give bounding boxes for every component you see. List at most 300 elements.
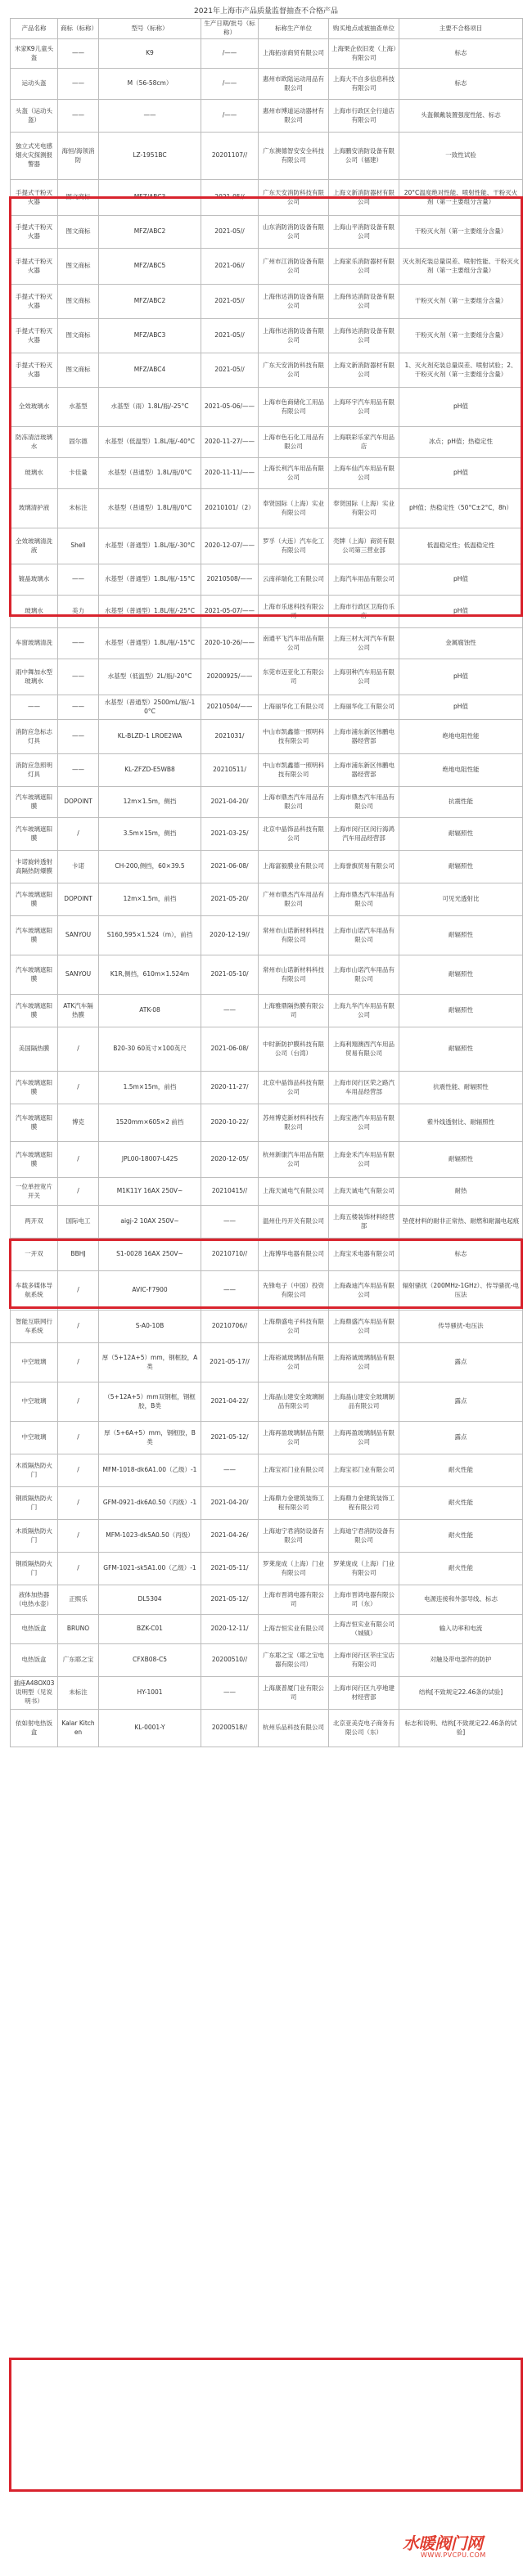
table-cell: 车窗玻璃清洗: [11, 628, 58, 659]
table-cell: SANYOU: [58, 916, 99, 955]
table-cell: /: [58, 1382, 99, 1422]
table-cell: M（56-58cm）: [99, 69, 201, 100]
table-cell: 运动头盔: [11, 69, 58, 100]
table-cell: DOPOINT: [58, 787, 99, 818]
table-cell: ——: [58, 564, 99, 596]
table-cell: 上海鼎力金建筑装饰工程有限公司: [329, 1487, 399, 1520]
table-cell: MFM-1018-dk6A1.00（乙级）-1: [99, 1454, 201, 1487]
table-cell: 依如射电热饭盒: [11, 1710, 58, 1747]
table-cell: 水基型（低温型）1.8L/瓶/-40°C: [99, 427, 201, 458]
table-cell: 上海金禾汽车用品有限公司: [329, 1142, 399, 1178]
table-row: [11, 319, 523, 353]
table-cell: K9: [99, 39, 201, 69]
table-cell: 上海联彩乐家汽车用品店: [329, 427, 399, 458]
table-cell: 上海康普厦门业有限公司: [259, 1677, 329, 1710]
table-row: [11, 754, 523, 787]
table-cell: 汽车玻璃遮阳膜: [11, 995, 58, 1027]
table-row: [11, 1104, 523, 1142]
table-row: [11, 489, 523, 528]
table-cell: /: [58, 1142, 99, 1178]
table-row: [11, 1615, 523, 1644]
table-cell: 耐辐照性: [399, 851, 523, 883]
table-cell: 山东消防消防设备有限公司: [259, 216, 329, 249]
table-cell: 图文商标: [58, 180, 99, 216]
table-cell: 20210504/——: [201, 695, 259, 720]
table-cell: 图文商标: [58, 216, 99, 249]
table-cell: 上海伟达消防设备有限公司: [329, 319, 399, 353]
table-row: [11, 1239, 523, 1271]
table-cell: 2021-05//: [201, 319, 259, 353]
table-cell: 上海环宇汽车用品有限公司: [329, 388, 399, 427]
table-cell: ——: [11, 695, 58, 720]
table-cell: 冰点；pH值；热稳定性: [399, 427, 523, 458]
table-cell: 上海宝祁门业有限公司: [329, 1454, 399, 1487]
table-row: [11, 1520, 523, 1553]
table-cell: 低温稳定性；低温稳定性: [399, 528, 523, 564]
table-cell: 常州市山诺新材料科技有限公司: [259, 955, 329, 995]
table-cell: 厚（5+6A+5）mm，钢框胶，B类: [99, 1422, 201, 1454]
table-cell: 1520mm×605×2 前挡: [99, 1104, 201, 1142]
table-cell: S1-0028 16AX 250V~: [99, 1239, 201, 1271]
table-cell: pH值: [399, 388, 523, 427]
table-cell: 上海市闵行区莘庄宝店有限公司: [329, 1644, 399, 1677]
table-cell: 图文商标: [58, 319, 99, 353]
table-cell: 两开双: [11, 1206, 58, 1239]
table-row: [11, 851, 523, 883]
table-row: [11, 353, 523, 388]
table-cell: 镀晶玻璃水: [11, 564, 58, 596]
table-row: [11, 995, 523, 1027]
table-cell: 玻璃水: [11, 596, 58, 628]
table-cell: 1、灭火剂充装总量误差、喷射试验；2、干粉灭火剂（第一主要组分含量）: [399, 353, 523, 388]
table-cell: 2021-04-26/: [201, 1520, 259, 1553]
table-cell: ATK汽车隔热膜: [58, 995, 99, 1027]
table-cell: 中空玻璃: [11, 1343, 58, 1382]
table-cell: 水基型（低温型）2L/瓶/-20°C: [99, 659, 201, 695]
table-cell: 广州市鼎杰汽车用品有限公司: [259, 883, 329, 916]
table-cell: 标志: [399, 1239, 523, 1271]
table-cell: BRUNO: [58, 1615, 99, 1644]
table-cell: 上海市山诺汽车用品有限公司: [329, 955, 399, 995]
table-cell: 插座A48OX03说明型（见说明书）: [11, 1677, 58, 1710]
table-cell: 2021-05//: [201, 216, 259, 249]
table-cell: 南通平飞汽车用品有限公司: [259, 628, 329, 659]
column-header: 型号（标称）: [99, 19, 201, 39]
table-cell: 手提式干粉灭火器: [11, 249, 58, 285]
table-cell: ——: [201, 1206, 259, 1239]
table-cell: 上海大不自多信息科技有限公司: [329, 69, 399, 100]
table-cell: ——: [58, 39, 99, 69]
table-cell: DL5304: [99, 1585, 201, 1615]
table-cell: 水基型（雨）1.8L/瓶/-25°C: [99, 388, 201, 427]
table-cell: /——: [201, 100, 259, 133]
table-cell: 上海果企依旧麦（上海）有限公司: [329, 39, 399, 69]
table-cell: pH值；热稳定性（50°C±2°C，8h）: [399, 489, 523, 528]
table-cell: 杭州新康汽车用品有限公司: [259, 1142, 329, 1178]
table-cell: 2021-05-11/: [201, 1553, 259, 1585]
table-cell: 2021-03-25/: [201, 818, 259, 851]
table-cell: 上海文新消防器材有限公司: [329, 180, 399, 216]
table-cell: BBHJ: [58, 1239, 99, 1271]
table-cell: ——: [201, 1677, 259, 1710]
table-cell: 20200510//: [201, 1644, 259, 1677]
table-cell: 先锋电子（中国）投资有限公司: [259, 1271, 329, 1310]
table-cell: MFZ/ABC3: [99, 180, 201, 216]
table-cell: 抗震性能、耐辐照性: [399, 1072, 523, 1104]
table-cell: MFZ/ABC5: [99, 249, 201, 285]
table-cell: 温州仕丹开关有限公司: [259, 1206, 329, 1239]
table-cell: AVIC-F7900: [99, 1271, 201, 1310]
table-cell: 20210101/（2）: [201, 489, 259, 528]
table-cell: 北京亚美克电子商务有限公司（东）: [329, 1710, 399, 1747]
table-row: [11, 69, 523, 100]
table-row: [11, 564, 523, 596]
table-cell: ——: [58, 100, 99, 133]
table-cell: 结构[不致规定22.46条的试验]: [399, 1677, 523, 1710]
table-cell: 标志: [399, 39, 523, 69]
table-cell: 水基型（普通型）2500mL/瓶/-10°C: [99, 695, 201, 720]
table-cell: 水基型（普通型）1.8L/瓶/-30°C: [99, 528, 201, 564]
table-row: [11, 1710, 523, 1747]
table-row: [11, 1487, 523, 1520]
table-cell: 上海伟达消防设备有限公司: [329, 285, 399, 319]
table-cell: 美国隔热膜: [11, 1027, 58, 1072]
table-cell: MFM-1023-dk5A0.50（丙级）: [99, 1520, 201, 1553]
table-cell: 惠州市博道运动器材有限公司: [259, 100, 329, 133]
table-cell: 20200925/——: [201, 659, 259, 695]
table-row: [11, 100, 523, 133]
table-cell: 雨中舞加水型玻璃水: [11, 659, 58, 695]
table-cell: 垫使材料的耐非正常热、耐燃和耐漏电起痕: [399, 1206, 523, 1239]
table-cell: Kalar Kitchen: [58, 1710, 99, 1747]
table-cell: 国际电工: [58, 1206, 99, 1239]
table-cell: 罗孚（大连）汽车化工有限公司: [259, 528, 329, 564]
table-row: [11, 1454, 523, 1487]
table-cell: 上海迪宁君消防设备有限公司: [329, 1520, 399, 1553]
table-cell: 水基型（普通型）1.8L/瓶/0°C: [99, 489, 201, 528]
table-cell: 罗莱庞成（上海）门业有限公司: [329, 1553, 399, 1585]
table-cell: 2020-10-22/: [201, 1104, 259, 1142]
table-cell: 图文商标: [58, 285, 99, 319]
table-cell: 耐火性能: [399, 1454, 523, 1487]
table-cell: 头盔（运动头盔）: [11, 100, 58, 133]
table-cell: 广东天安消防科技有限公司: [259, 180, 329, 216]
table-cell: /: [58, 1178, 99, 1206]
table-cell: 2020-11-27/: [201, 1072, 259, 1104]
table-cell: 干粉灭火剂（第一主要组分含量）: [399, 285, 523, 319]
table-cell: 卡诺旋转透射高隔热防爆膜: [11, 851, 58, 883]
table-row: [11, 1382, 523, 1422]
table-cell: 消防应急标志灯具: [11, 720, 58, 754]
table-cell: 标志和说明、结构[不致规定22.46条的试验]: [399, 1710, 523, 1747]
table-cell: 2020-12-11/: [201, 1615, 259, 1644]
page-title: 2021年上海市产品质量监督抽查不合格产品: [194, 7, 338, 16]
table-row: [11, 388, 523, 427]
table-cell: 木质隔热防火门: [11, 1454, 58, 1487]
table-cell: 上海市浦东新区伟鹏电器经营部: [329, 720, 399, 754]
table-cell: 防冻清洁玻璃水: [11, 427, 58, 458]
watermark-brand: 水暖阀门网: [403, 2533, 483, 2553]
table-cell: 2021-05-10/: [201, 955, 259, 995]
table-cell: 厚（5+12A+5）mm，钢框胶，A类: [99, 1343, 201, 1382]
table-cell: 传导骚扰-电压法: [399, 1310, 523, 1343]
table-cell: Shell: [58, 528, 99, 564]
table-cell: /: [58, 1454, 99, 1487]
table-row: [11, 1553, 523, 1585]
table-cell: 20200518//: [201, 1710, 259, 1747]
table-cell: /——: [201, 39, 259, 69]
table-cell: ——: [58, 754, 99, 787]
table-row: [11, 955, 523, 995]
table-cell: 上海市鼎杰汽车用品有限公司: [259, 787, 329, 818]
table-cell: /——: [201, 69, 259, 100]
table-cell: 汽车玻璃遮阳膜: [11, 818, 58, 851]
table-cell: 未标注: [58, 489, 99, 528]
table-row: [11, 1206, 523, 1239]
table-cell: 手提式干粉灭火器: [11, 353, 58, 388]
table-cell: 2021031/: [201, 720, 259, 754]
table-cell: 正熙乐: [58, 1585, 99, 1615]
table-cell: 苏州博克新材料科技有限公司: [259, 1104, 329, 1142]
table-cell: 紫外线透射比、耐辐照性: [399, 1104, 523, 1142]
table-cell: 对触及带电部件的防护: [399, 1644, 523, 1677]
table-cell: 上海利翔澳西汽车用品贸易有限公司: [329, 1027, 399, 1072]
table-cell: 头盔佩戴装置强度性能、标志: [399, 100, 523, 133]
table-cell: 上海羽种汽车用品有限公司: [329, 659, 399, 695]
table-row: [11, 1585, 523, 1615]
table-cell: 中时新防护膜科技有限公司（台湾）: [259, 1027, 329, 1072]
table-cell: 一位单控宽片开关: [11, 1178, 58, 1206]
table-row: [11, 1178, 523, 1206]
table-cell: 上海市乐迷科技有限公司: [259, 596, 329, 628]
table-cell: 上海市浦东新区伟鹏电器经营部: [329, 754, 399, 787]
table-cell: 上海市行政区全行道店有限公司: [329, 100, 399, 133]
table-cell: 1.5m×15m，前挡: [99, 1072, 201, 1104]
column-header: 标称生产单位: [259, 19, 329, 39]
table-cell: 2021-06//: [201, 249, 259, 285]
table-cell: 露点: [399, 1382, 523, 1422]
table-cell: 2020-11-27/——: [201, 427, 259, 458]
table-cell: 图文商标: [58, 249, 99, 285]
table-cell: 上海汽车用品有限公司: [329, 564, 399, 596]
table-cell: 上海文新消防器材有限公司: [329, 353, 399, 388]
table-cell: 上海迪宁君消防设备有限公司: [259, 1520, 329, 1553]
table-cell: 上海家乐消防器材有限公司: [329, 249, 399, 285]
table-cell: /: [58, 1487, 99, 1520]
table-cell: 上海裕诚玻璃制品有限公司: [259, 1343, 329, 1382]
table-cell: KL-0001-Y: [99, 1710, 201, 1747]
table-cell: 上海宝祁门业有限公司: [259, 1454, 329, 1487]
table-cell: ——: [99, 100, 201, 133]
table-cell: HY-1001: [99, 1677, 201, 1710]
table-cell: 中山市凯鑫德一照明科技有限公司: [259, 754, 329, 787]
table-row: [11, 285, 523, 319]
table-cell: 20°C温度绝对性能、喷射性能、干粉灭火剂（第一主要组分含量）: [399, 180, 523, 216]
table-cell: 中空玻璃: [11, 1382, 58, 1422]
column-header: 主要不合格项目: [399, 19, 523, 39]
table-cell: 一致性试验: [399, 133, 523, 180]
table-row: [11, 883, 523, 916]
table-row: [11, 458, 523, 489]
table-cell: 手提式干粉灭火器: [11, 216, 58, 249]
table-cell: 上海丽华化工有限公司: [259, 695, 329, 720]
table-cell: 耐辐照性: [399, 1027, 523, 1072]
table-cell: 汽车玻璃遮阳膜: [11, 1104, 58, 1142]
table-cell: 可见光透射比: [399, 883, 523, 916]
table-cell: 2021-05-20/: [201, 883, 259, 916]
table-cell: 东莞市迈亚化工有限公司: [259, 659, 329, 695]
table-row: [11, 1142, 523, 1178]
table-cell: 标志: [399, 69, 523, 100]
table-cell: 耐辐照性: [399, 916, 523, 955]
column-header: 商标（标称）: [58, 19, 99, 39]
table-cell: MFZ/ABC3: [99, 319, 201, 353]
table-cell: 2020-10-26/——: [201, 628, 259, 659]
table-cell: 奉贤国际（上海）实业有限公司: [329, 489, 399, 528]
table-cell: 2021-05-07/——: [201, 596, 259, 628]
table-cell: 上海晶山建安全玻璃制品有限公司: [329, 1382, 399, 1422]
table-cell: /: [58, 1271, 99, 1310]
table-cell: KL-ZFZD-E5WB8: [99, 754, 201, 787]
table-cell: pH值: [399, 695, 523, 720]
table-cell: 耐热: [399, 1178, 523, 1206]
table-cell: 全效玻璃水: [11, 388, 58, 427]
table-cell: 电热饭盒: [11, 1615, 58, 1644]
table-cell: 上海博华电器有限公司: [259, 1239, 329, 1271]
table-row: [11, 787, 523, 818]
table-row: [11, 695, 523, 720]
table-cell: 木质隔热防火门: [11, 1520, 58, 1553]
table-cell: 上海市色石化工用品有限公司: [259, 427, 329, 458]
table-cell: 汽车玻璃遮阳膜: [11, 787, 58, 818]
table-cell: 上海森迪汽车用品有限公司: [329, 1271, 399, 1310]
table-cell: 2021-04-22/: [201, 1382, 259, 1422]
table-cell: ——: [201, 995, 259, 1027]
table-row: [11, 249, 523, 285]
table-cell: 图文商标: [58, 353, 99, 388]
table-cell: 2021-05//: [201, 285, 259, 319]
table-cell: 上海雅鼎隔热膜有限公司: [259, 995, 329, 1027]
table-cell: 卡诺: [58, 851, 99, 883]
table-cell: 广东澳德智安安全科技有限公司: [259, 133, 329, 180]
table-cell: 上海鹏安消防设备有限公司（福建）: [329, 133, 399, 180]
table-cell: （5+12A+5）mm双钢框，钢框胶，B类: [99, 1382, 201, 1422]
highlight-box-fire-doors: [9, 2358, 523, 2492]
table-cell: 上海长利汽车用品有限公司: [259, 458, 329, 489]
table-cell: 辐射骚扰（200MHz-1GHz）、传导骚扰-电压法: [399, 1271, 523, 1310]
table-cell: 上海市晋鸿电器有限公司: [259, 1585, 329, 1615]
table-cell: /: [58, 1027, 99, 1072]
table-cell: 液体加热器（电热水壶）: [11, 1585, 58, 1615]
table-cell: 12m×1.5m，前挡: [99, 883, 201, 916]
table-cell: 广东耶之宝（耶之宝电器有限公司）: [259, 1644, 329, 1677]
column-header: 产品名称: [11, 19, 58, 39]
table-cell: 汽车玻璃遮阳膜: [11, 916, 58, 955]
table-row: [11, 1027, 523, 1072]
table-cell: 一开双: [11, 1239, 58, 1271]
table-cell: 20210415//: [201, 1178, 259, 1206]
table-row: [11, 427, 523, 458]
table-row: [11, 1422, 523, 1454]
table-cell: 卡佳量: [58, 458, 99, 489]
table-cell: 电热饭盒: [11, 1644, 58, 1677]
table-cell: 汽车玻璃遮阳膜: [11, 883, 58, 916]
table-cell: 手提式干粉灭火器: [11, 180, 58, 216]
table-cell: 20210508/——: [201, 564, 259, 596]
table-cell: 常州市山诺新材料科技有限公司: [259, 916, 329, 955]
table-row: [11, 1644, 523, 1677]
table-cell: /: [58, 1553, 99, 1585]
table-cell: 惠州市欧陆运动用品有限公司: [259, 69, 329, 100]
table-cell: S160,595×1.524（m），前挡: [99, 916, 201, 955]
table-cell: aigj-2 10AX 250V~: [99, 1206, 201, 1239]
table-cell: 未标注: [58, 1677, 99, 1710]
table-cell: 输入功率和电流: [399, 1615, 523, 1644]
table-cell: 上海市闵行区闵行海鸿汽车用品经营部: [329, 818, 399, 851]
table-cell: 独立式光电感烟火灾探测报警器: [11, 133, 58, 180]
table-cell: 广东天安消防科技有限公司: [259, 353, 329, 388]
table-cell: 干粉灭火剂（第一主要组分含量）: [399, 319, 523, 353]
table-cell: 上海宝港汽车用品有限公司: [329, 1104, 399, 1142]
table-cell: 广州市江消防设备有限公司: [259, 249, 329, 285]
table-body: [11, 39, 523, 1747]
table-cell: 抗震性能: [399, 787, 523, 818]
table-cell: 2021-05-12/: [201, 1422, 259, 1454]
table-cell: MFZ/ABC2: [99, 216, 201, 249]
table-cell: 上海丽华化工有限公司: [329, 695, 399, 720]
watermark-logo: [403, 2529, 517, 2565]
table-cell: 海恒/海领消防: [58, 133, 99, 180]
table-cell: 上海裕诚玻璃制品有限公司: [329, 1343, 399, 1382]
table-cell: 上海伟达消防设备有限公司: [259, 285, 329, 319]
table-cell: 玻璃清护液: [11, 489, 58, 528]
table-cell: 2020-12-05/: [201, 1142, 259, 1178]
table-cell: /: [58, 818, 99, 851]
table-row: [11, 1271, 523, 1310]
table-cell: ATK-08: [99, 995, 201, 1027]
table-cell: 水基型（普通型）1.8L/瓶/-25°C: [99, 596, 201, 628]
table-cell: GFM-0921-dk6A0.50（丙级）-1: [99, 1487, 201, 1520]
table-cell: 耐火性能: [399, 1487, 523, 1520]
table-row: [11, 1343, 523, 1382]
table-cell: SANYOU: [58, 955, 99, 995]
table-cell: 钢质隔热防火门: [11, 1487, 58, 1520]
table-cell: ——: [58, 720, 99, 754]
table-cell: 露点: [399, 1343, 523, 1382]
table-cell: LZ-1951BC: [99, 133, 201, 180]
table-cell: 绝地电阻性能: [399, 720, 523, 754]
table-cell: 水基型（普通型）1.8L/瓶/-15°C: [99, 628, 201, 659]
table-cell: 上海车仙汽车用品有限公司: [329, 458, 399, 489]
table-cell: 耐辐照性: [399, 955, 523, 995]
table-cell: S-A0-10B: [99, 1310, 201, 1343]
table-cell: 2021-05-12/: [201, 1585, 259, 1615]
table-cell: 上海山平消防设备有限公司: [329, 216, 399, 249]
table-cell: 20210706//: [201, 1310, 259, 1343]
table-row: [11, 528, 523, 564]
table-cell: 3.5m×15m，侧挡: [99, 818, 201, 851]
table-cell: MFZ/ABC4: [99, 353, 201, 388]
table-cell: CH-200,侧挡，60×39.5: [99, 851, 201, 883]
table-cell: 上海九华汽车用品有限公司: [329, 995, 399, 1027]
table-cell: 2021-05//: [201, 180, 259, 216]
table-cell: 奉贤国际（上海）实业有限公司: [259, 489, 329, 528]
table-cell: 中山市凯鑫德一照明科技有限公司: [259, 720, 329, 754]
table-cell: 上海晶山建安全玻璃制品有限公司: [259, 1382, 329, 1422]
table-cell: 上海拓崇商贸有限公司: [259, 39, 329, 69]
table-cell: 中空玻璃: [11, 1422, 58, 1454]
table-cell: 干粉灭火剂（第一主要组分含量）: [399, 216, 523, 249]
